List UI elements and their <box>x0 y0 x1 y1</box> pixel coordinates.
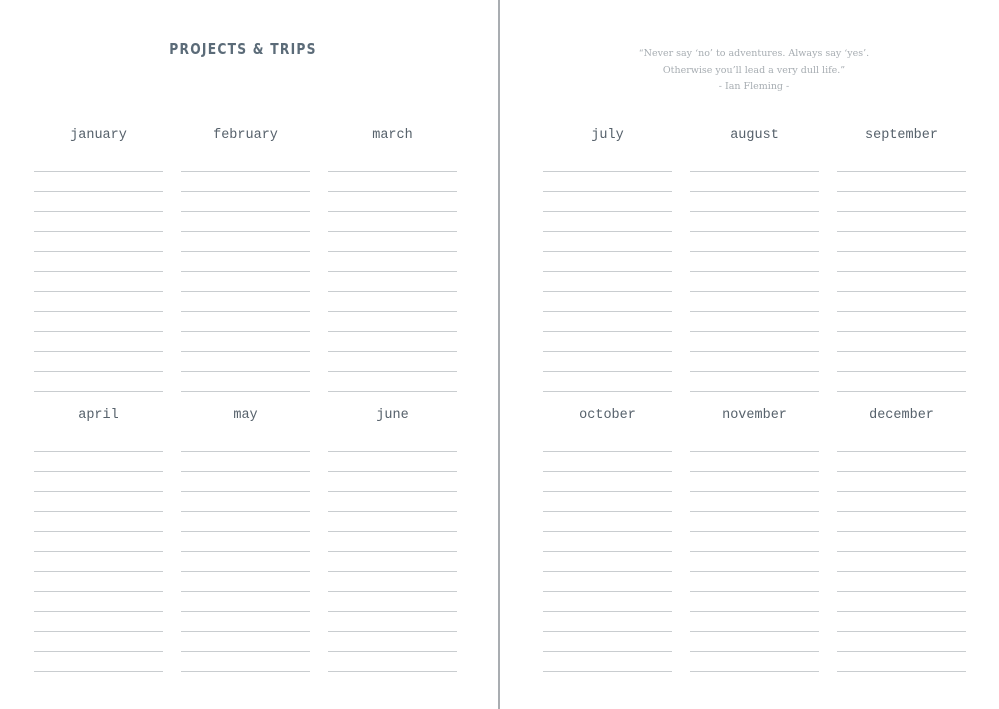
month-block-december <box>837 404 966 672</box>
writing-line <box>328 472 457 492</box>
writing-line <box>328 212 457 232</box>
writing-line <box>543 512 672 532</box>
writing-line <box>34 352 163 372</box>
month-label: october <box>579 408 636 423</box>
writing-line <box>837 492 966 512</box>
writing-line <box>837 212 966 232</box>
writing-line <box>690 632 819 652</box>
writing-line <box>837 272 966 292</box>
writing-line <box>34 172 163 192</box>
writing-line <box>328 512 457 532</box>
month-lines <box>181 152 310 392</box>
writing-line <box>34 652 163 672</box>
writing-line <box>34 232 163 252</box>
writing-line <box>690 172 819 192</box>
writing-line <box>690 612 819 632</box>
writing-line <box>34 552 163 572</box>
writing-line <box>34 192 163 212</box>
month-block-september <box>837 124 966 392</box>
writing-line <box>181 572 310 592</box>
writing-line <box>34 572 163 592</box>
writing-line <box>34 252 163 272</box>
writing-line <box>181 152 310 172</box>
month-lines <box>328 432 457 672</box>
month-lines <box>690 432 819 672</box>
writing-line <box>690 572 819 592</box>
writing-line <box>837 152 966 172</box>
writing-line <box>328 632 457 652</box>
writing-line <box>34 292 163 312</box>
writing-line <box>690 272 819 292</box>
writing-line <box>837 532 966 552</box>
month-label: may <box>233 408 258 423</box>
writing-line <box>181 652 310 672</box>
writing-line <box>181 312 310 332</box>
writing-line <box>34 492 163 512</box>
writing-line <box>181 212 310 232</box>
month-lines <box>34 432 163 672</box>
writing-line <box>837 472 966 492</box>
month-lines <box>543 432 672 672</box>
writing-line <box>181 232 310 252</box>
writing-line <box>690 592 819 612</box>
writing-line <box>328 552 457 572</box>
writing-line <box>543 192 672 212</box>
writing-line <box>328 572 457 592</box>
writing-line <box>690 372 819 392</box>
month-lines <box>328 152 457 392</box>
writing-line <box>328 352 457 372</box>
writing-line <box>181 552 310 572</box>
quote-line-2: Otherwise you’ll lead a very dull life.” <box>662 64 846 76</box>
writing-line <box>543 472 672 492</box>
month-block-january <box>34 124 163 392</box>
writing-line <box>837 512 966 532</box>
month-block-november <box>690 404 819 672</box>
writing-line <box>543 172 672 192</box>
writing-line <box>328 172 457 192</box>
month-label: june <box>376 408 409 423</box>
writing-line <box>837 292 966 312</box>
writing-line <box>181 372 310 392</box>
month-block-february <box>181 124 310 392</box>
writing-line <box>543 592 672 612</box>
writing-line <box>34 512 163 532</box>
writing-line <box>328 192 457 212</box>
writing-line <box>328 332 457 352</box>
month-block-june <box>328 404 457 672</box>
writing-line <box>543 352 672 372</box>
writing-line <box>690 472 819 492</box>
writing-line <box>690 332 819 352</box>
writing-line <box>690 432 819 452</box>
writing-line <box>837 652 966 672</box>
month-label: december <box>869 408 934 423</box>
writing-line <box>34 332 163 352</box>
page-spine <box>498 0 500 709</box>
page-title: PROJECTS & TRIPS <box>169 40 317 58</box>
writing-line <box>690 552 819 572</box>
writing-line <box>690 192 819 212</box>
writing-line <box>543 152 672 172</box>
writing-line <box>690 152 819 172</box>
writing-line <box>181 492 310 512</box>
writing-line <box>181 512 310 532</box>
writing-line <box>181 192 310 212</box>
writing-line <box>543 452 672 472</box>
month-lines <box>837 152 966 392</box>
writing-line <box>837 312 966 332</box>
writing-line <box>181 352 310 372</box>
month-lines <box>543 152 672 392</box>
writing-line <box>837 552 966 572</box>
writing-line <box>543 492 672 512</box>
month-lines <box>181 432 310 672</box>
writing-line <box>837 332 966 352</box>
writing-line <box>543 212 672 232</box>
writing-line <box>837 592 966 612</box>
month-block-april <box>34 404 163 672</box>
writing-line <box>690 312 819 332</box>
writing-line <box>837 632 966 652</box>
writing-line <box>543 232 672 252</box>
writing-line <box>837 172 966 192</box>
writing-line <box>837 572 966 592</box>
writing-line <box>543 552 672 572</box>
writing-line <box>328 372 457 392</box>
writing-line <box>181 472 310 492</box>
writing-line <box>181 532 310 552</box>
writing-line <box>328 452 457 472</box>
writing-line <box>543 332 672 352</box>
writing-line <box>34 212 163 232</box>
writing-line <box>543 272 672 292</box>
writing-line <box>34 312 163 332</box>
writing-line <box>181 592 310 612</box>
month-block-march <box>328 124 457 392</box>
writing-line <box>328 592 457 612</box>
writing-line <box>328 152 457 172</box>
writing-line <box>34 152 163 172</box>
writing-line <box>328 612 457 632</box>
month-block-july <box>543 124 672 392</box>
writing-line <box>543 652 672 672</box>
month-label: april <box>78 408 119 423</box>
writing-line <box>690 212 819 232</box>
writing-line <box>181 292 310 312</box>
month-lines <box>837 432 966 672</box>
writing-line <box>328 252 457 272</box>
writing-line <box>328 312 457 332</box>
month-label: november <box>722 408 787 423</box>
writing-line <box>34 592 163 612</box>
writing-line <box>328 532 457 552</box>
writing-line <box>328 432 457 452</box>
writing-line <box>181 452 310 472</box>
quote-line-1: “Never say ‘no’ to adventures. Always say ‘yes’. <box>638 48 870 59</box>
writing-line <box>837 452 966 472</box>
writing-line <box>690 652 819 672</box>
month-label: august <box>730 128 779 143</box>
writing-line <box>543 532 672 552</box>
writing-line <box>837 352 966 372</box>
writing-line <box>181 272 310 292</box>
month-label: january <box>70 128 127 143</box>
writing-line <box>181 252 310 272</box>
writing-line <box>690 252 819 272</box>
writing-line <box>837 192 966 212</box>
writing-line <box>543 612 672 632</box>
writing-line <box>328 492 457 512</box>
writing-line <box>543 252 672 272</box>
month-block-may <box>181 404 310 672</box>
writing-line <box>837 232 966 252</box>
writing-line <box>34 452 163 472</box>
writing-line <box>34 372 163 392</box>
month-label: february <box>213 128 278 143</box>
writing-line <box>690 492 819 512</box>
writing-line <box>34 432 163 452</box>
month-label: september <box>865 128 938 143</box>
writing-line <box>543 312 672 332</box>
writing-line <box>690 512 819 532</box>
writing-line <box>181 432 310 452</box>
month-lines <box>690 152 819 392</box>
writing-line <box>837 252 966 272</box>
writing-line <box>543 432 672 452</box>
writing-line <box>181 632 310 652</box>
writing-line <box>690 232 819 252</box>
writing-line <box>34 532 163 552</box>
writing-line <box>328 232 457 252</box>
writing-line <box>543 572 672 592</box>
writing-line <box>690 532 819 552</box>
writing-line <box>34 612 163 632</box>
writing-line <box>181 332 310 352</box>
writing-line <box>328 272 457 292</box>
writing-line <box>543 292 672 312</box>
writing-line <box>34 472 163 492</box>
month-lines <box>34 152 163 392</box>
writing-line <box>690 352 819 372</box>
writing-line <box>34 632 163 652</box>
quote-author: - Ian Fleming - <box>718 81 790 92</box>
month-label: march <box>372 128 413 143</box>
writing-line <box>837 372 966 392</box>
writing-line <box>328 652 457 672</box>
month-label: july <box>591 128 624 143</box>
writing-line <box>543 632 672 652</box>
writing-line <box>328 292 457 312</box>
writing-line <box>181 172 310 192</box>
writing-line <box>837 432 966 452</box>
quote-block <box>510 46 998 96</box>
writing-line <box>543 372 672 392</box>
month-block-august <box>690 124 819 392</box>
writing-line <box>690 292 819 312</box>
writing-line <box>34 272 163 292</box>
writing-line <box>837 612 966 632</box>
writing-line <box>181 612 310 632</box>
writing-line <box>690 452 819 472</box>
month-block-october <box>543 404 672 672</box>
